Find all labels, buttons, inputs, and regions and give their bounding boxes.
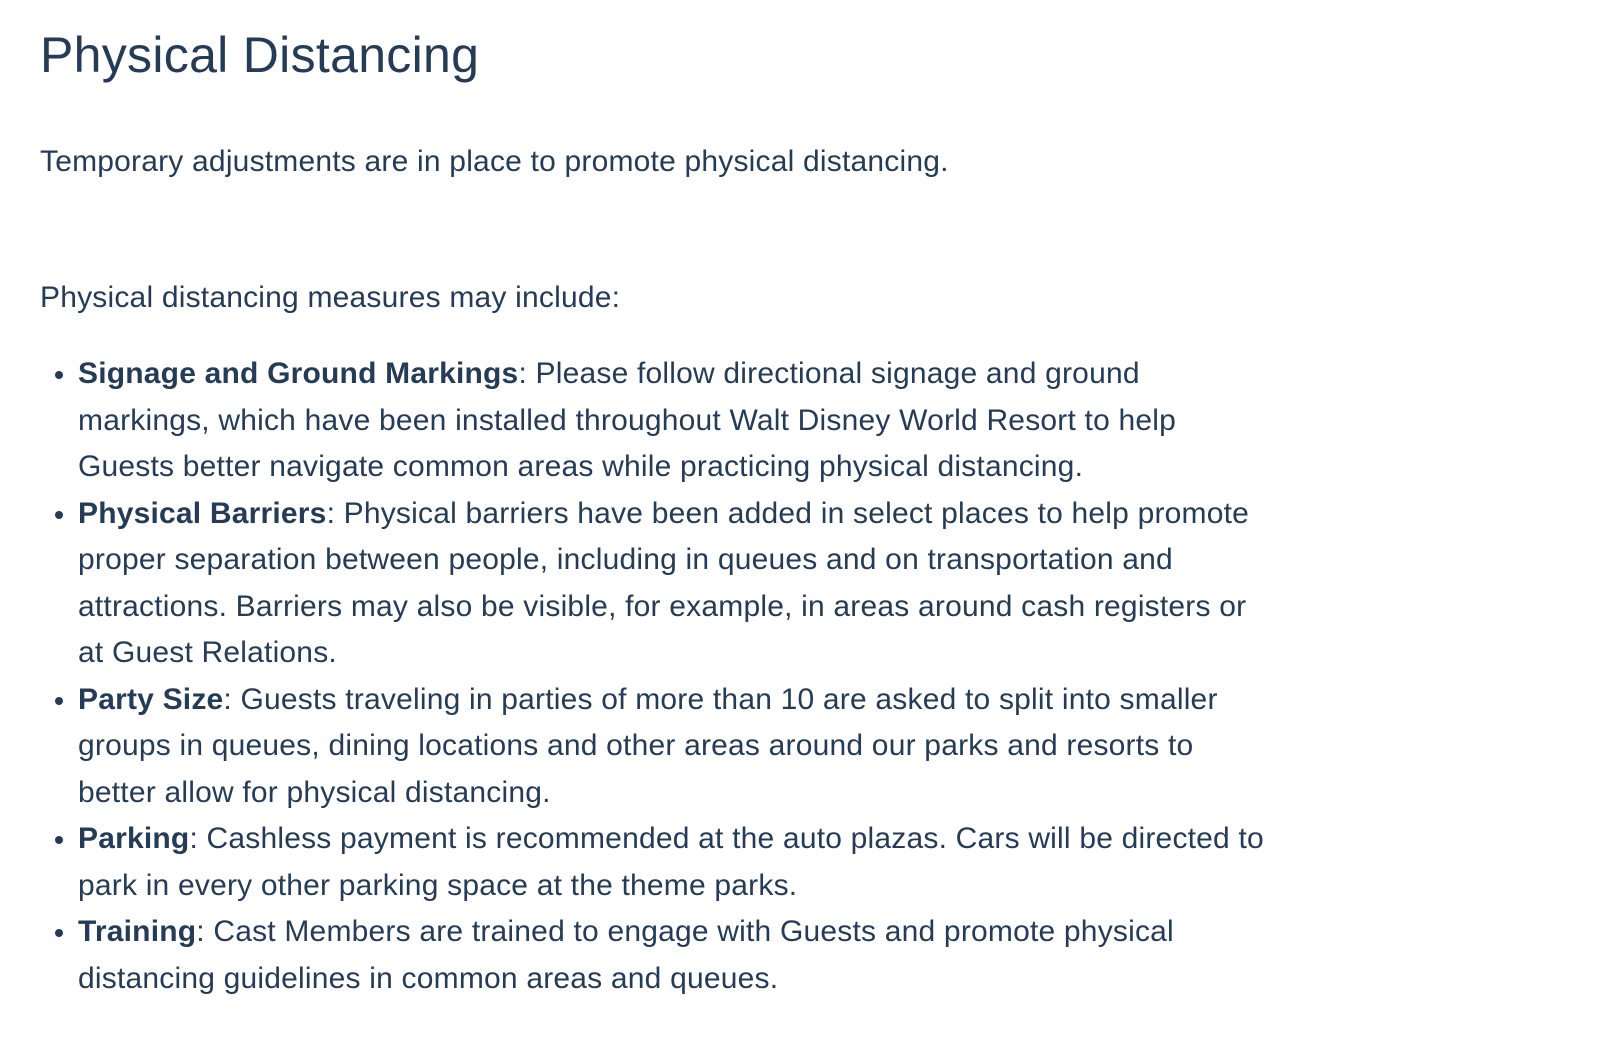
list-item-label: Party Size [78,682,224,716]
intro-paragraph: Temporary adjustments are in place to promote physical distancing. [40,145,949,178]
list-item-text: : Guests traveling in parties of more than 10 are asked to split into smaller groups in queues, dining locations and other areas around our parks and resorts to better allow for physical distancing. [78,682,1218,809]
list-item-label: Signage and Ground Markings [78,357,519,390]
measures-list [40,351,1584,1002]
list-item-label: Training [78,915,197,948]
list-item-parking [78,816,1478,909]
list-item-label: Parking [78,822,190,855]
list-item-barriers [78,491,1478,677]
list-item-label: Physical Barriers [78,496,327,530]
list-item-text: : Cast Members are trained to engage with Guests and promote physical distancing guidelines in common areas and queues. [78,915,1174,995]
list-lead-paragraph: Physical distancing measures may include: [40,280,621,314]
page-title: Physical Distancing [40,27,480,83]
list-item-text: : Please follow directional signage and ground markings, which have been installed throughout Walt Disney World Resort to help Guests better navigate common areas while practicing physical distancing. [78,357,1177,483]
list-item-text: : Cashless payment is recommended at the auto plazas. Cars will be directed to park in every other parking space at the theme parks. [78,822,1264,902]
list-item-signage [78,351,1478,491]
list-item-party-size [78,677,1478,817]
list-item-training [78,909,1478,1002]
list-item-text: : Physical barriers have been added in select places to help promote proper separation between people, including in queues and on transportation and attractions. Barriers may also be visible, for example, in areas around cash registers or at Guest Relations. [78,496,1250,669]
